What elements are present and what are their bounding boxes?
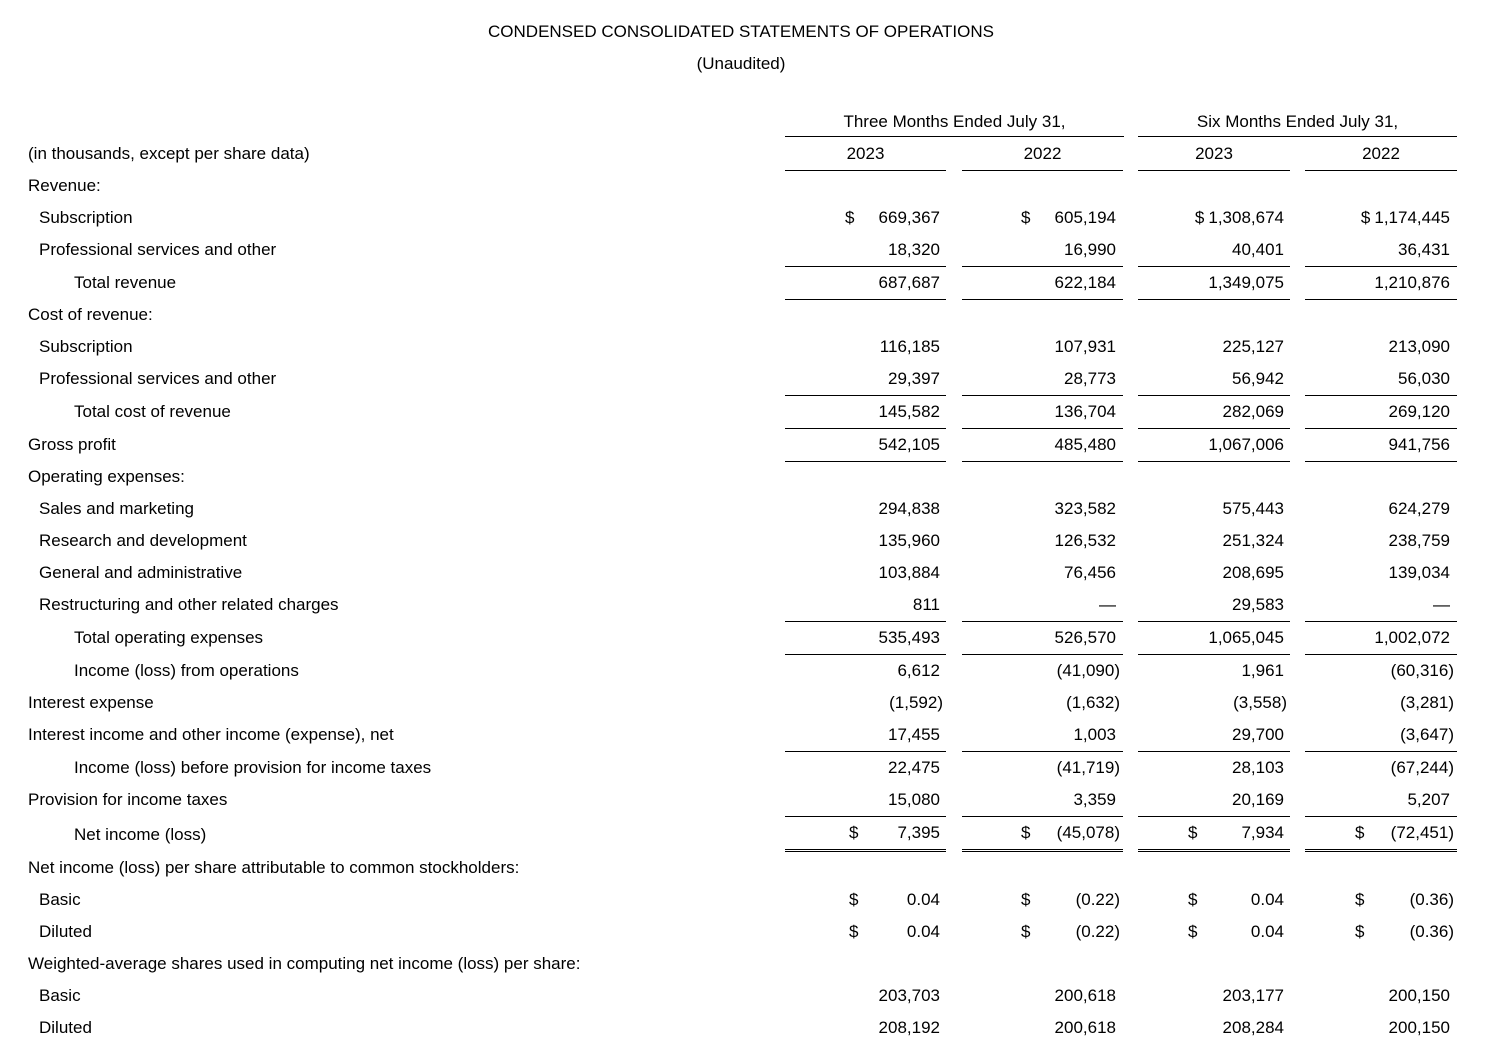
value-cell: 18,320 [785, 234, 946, 267]
value-cell: 200,618 [1054, 986, 1116, 1005]
value-cell: 56,030 [1305, 363, 1457, 396]
row-label: Basic [39, 890, 81, 909]
section-header-eps: Net income (loss) per share attributable to common stockholders: [28, 858, 520, 877]
row-label: Total cost of revenue [74, 402, 231, 421]
value-cell: 811 [785, 589, 946, 622]
value-cell: 56,942 [1138, 363, 1290, 396]
value-cell: 251,324 [1222, 531, 1284, 550]
value-cell: 126,532 [1054, 531, 1116, 550]
row-label: Total operating expenses [74, 628, 264, 647]
value-cell: 40,401 [1138, 234, 1290, 267]
value-cell: 103,884 [878, 563, 940, 582]
currency-symbol: $ [1021, 922, 1031, 941]
value-cell: 208,284 [1222, 1018, 1284, 1037]
value-cell: 6,612 [897, 661, 940, 680]
period-header-three-months: Three Months Ended July 31, [785, 110, 1124, 137]
table-row [0, 655, 1488, 687]
currency-symbol: $ [849, 890, 859, 909]
statement-title: CONDENSED CONSOLIDATED STATEMENTS OF OPERATIONS [488, 22, 994, 41]
row-label: Net income (loss) [74, 825, 207, 844]
row-label: Professional services and other [39, 240, 277, 259]
units-label: (in thousands, except per share data) [28, 144, 310, 163]
table-row [0, 363, 1488, 395]
value-cell: 200,618 [1054, 1018, 1116, 1037]
table-row [0, 396, 1488, 428]
value-cell: $ 0.04 [785, 916, 946, 948]
value-cell: 1,003 [962, 719, 1123, 752]
currency-symbol: $ [845, 208, 855, 227]
value-cell: $ (72,451) [1305, 817, 1457, 852]
currency-symbol: $ [1021, 823, 1031, 842]
value-cell: $ (0.36) [1305, 916, 1457, 948]
value-cell: 29,397 [785, 363, 946, 396]
statement-subtitle: (Unaudited) [696, 54, 786, 73]
year-header-h-2023: 2023 [1138, 138, 1290, 171]
table-row [0, 980, 1488, 1012]
currency-symbol: $ [1360, 208, 1371, 227]
section-header-row [0, 948, 1488, 980]
currency-symbol: $ [1188, 823, 1198, 842]
value-cell: — [1305, 589, 1457, 622]
row-label: Subscription [39, 208, 133, 227]
value-cell: 200,150 [1388, 1018, 1450, 1037]
value-cell: 203,177 [1222, 986, 1284, 1005]
value-cell: 17,455 [785, 719, 946, 752]
table-row [0, 622, 1488, 654]
column-header-row [0, 138, 1488, 170]
currency-symbol: $ [849, 823, 859, 842]
value-cell: 208,192 [878, 1018, 940, 1037]
row-label: General and administrative [39, 563, 243, 582]
table-row [0, 916, 1488, 948]
value-cell: $ 0.04 [1138, 884, 1290, 916]
table-row [0, 525, 1488, 557]
value-cell: $ 0.04 [1138, 916, 1290, 948]
row-label: Professional services and other [39, 369, 277, 388]
value-cell: 3,359 [962, 784, 1123, 817]
value-cell: 145,582 [785, 396, 946, 429]
value-cell: 139,034 [1388, 563, 1450, 582]
section-header-row [0, 852, 1488, 884]
value-cell: 622,184 [962, 267, 1123, 300]
row-label: Gross profit [28, 435, 116, 454]
section-header-operating-expenses: Operating expenses: [28, 467, 185, 486]
year-header-h-2022: 2022 [1305, 138, 1457, 171]
section-header-cost-of-revenue: Cost of revenue: [28, 305, 153, 324]
table-row [0, 493, 1488, 525]
table-row [0, 719, 1488, 751]
value-cell: $ 669,367 [785, 202, 946, 234]
table-row [0, 202, 1488, 234]
currency-symbol: $ [1355, 890, 1365, 909]
value-cell: 28,773 [962, 363, 1123, 396]
value-cell: 208,695 [1222, 563, 1284, 582]
value-cell: $ 605,194 [962, 202, 1123, 234]
value-cell: 542,105 [785, 429, 946, 462]
value-cell: (67,244) [1390, 758, 1454, 777]
table-row [0, 429, 1488, 461]
value-cell: 107,931 [1054, 337, 1116, 356]
table-row [0, 557, 1488, 589]
currency-symbol: $ [1355, 922, 1365, 941]
value-cell: $ (0.36) [1305, 884, 1457, 916]
value-cell: 15,080 [785, 784, 946, 817]
value-cell: $ (0.22) [962, 884, 1123, 916]
value-cell: 575,443 [1222, 499, 1284, 518]
row-label: Sales and marketing [39, 499, 194, 518]
value-cell: $ 1,308,674 [1194, 208, 1284, 227]
row-label: Subscription [39, 337, 133, 356]
value-cell: 687,687 [785, 267, 946, 300]
value-cell: 323,582 [1054, 499, 1116, 518]
value-cell: 624,279 [1388, 499, 1450, 518]
period-header-six-months: Six Months Ended July 31, [1138, 110, 1457, 137]
row-label: Interest income and other income (expense), net [28, 725, 394, 744]
value-cell: 29,583 [1138, 589, 1290, 622]
section-header-row [0, 299, 1488, 331]
value-cell: 5,207 [1305, 784, 1457, 817]
row-label: Diluted [39, 922, 92, 941]
table-row [0, 752, 1488, 784]
row-label: Provision for income taxes [28, 790, 228, 809]
value-cell: 36,431 [1305, 234, 1457, 267]
currency-symbol: $ [1194, 208, 1205, 227]
currency-symbol: $ [1188, 922, 1198, 941]
value-cell: 200,150 [1388, 986, 1450, 1005]
value-cell: (3,281) [1400, 693, 1454, 712]
row-label: Diluted [39, 1018, 92, 1037]
table-row [0, 267, 1488, 299]
table-row [0, 331, 1488, 363]
value-cell: 535,493 [785, 622, 946, 655]
value-cell: 282,069 [1138, 396, 1290, 429]
value-cell: 20,169 [1138, 784, 1290, 817]
value-cell: (1,592) [889, 693, 943, 712]
value-cell: 1,961 [1241, 661, 1284, 680]
value-cell: 1,067,006 [1138, 429, 1290, 462]
currency-symbol: $ [1021, 208, 1031, 227]
currency-symbol: $ [1188, 890, 1198, 909]
value-cell: (41,719) [1056, 758, 1120, 777]
value-cell: $ 7,395 [785, 817, 946, 852]
table-row [0, 784, 1488, 816]
value-cell: (60,316) [1390, 661, 1454, 680]
value-cell: 203,703 [878, 986, 940, 1005]
value-cell: 1,002,072 [1305, 622, 1457, 655]
value-cell: (3,647) [1305, 719, 1457, 752]
table-row [0, 884, 1488, 916]
row-label: Basic [39, 986, 81, 1005]
value-cell: 136,704 [962, 396, 1123, 429]
value-cell: $ 7,934 [1138, 817, 1290, 852]
value-cell: 526,570 [962, 622, 1123, 655]
currency-symbol: $ [1021, 890, 1031, 909]
value-cell: (41,090) [1056, 661, 1120, 680]
table-row [0, 589, 1488, 621]
row-label: Income (loss) before provision for income taxes [74, 758, 432, 777]
currency-symbol: $ [1355, 823, 1365, 842]
value-cell: 269,120 [1305, 396, 1457, 429]
value-cell: $ (45,078) [962, 817, 1123, 852]
table-row [0, 1012, 1488, 1044]
row-label: Total revenue [74, 273, 177, 292]
value-cell: 294,838 [878, 499, 940, 518]
value-cell: 238,759 [1388, 531, 1450, 550]
table-row [0, 234, 1488, 266]
value-cell: (1,632) [1066, 693, 1120, 712]
value-cell: 213,090 [1388, 337, 1450, 356]
row-label: Interest expense [28, 693, 154, 712]
section-header-revenue: Revenue: [28, 176, 101, 195]
year-header-q-2022: 2022 [962, 138, 1123, 171]
section-header-weighted-shares: Weighted-average shares used in computing net income (loss) per share: [28, 954, 581, 973]
value-cell: 76,456 [1064, 563, 1116, 582]
value-cell: 485,480 [962, 429, 1123, 462]
value-cell: — [962, 589, 1123, 622]
table-row [0, 687, 1488, 719]
value-cell: 22,475 [888, 758, 940, 777]
value-cell: 1,210,876 [1305, 267, 1457, 300]
value-cell: 16,990 [962, 234, 1123, 267]
value-cell: $ 0.04 [785, 884, 946, 916]
year-header-q-2023: 2023 [785, 138, 946, 171]
value-cell: $ (0.22) [962, 916, 1123, 948]
section-header-row [0, 170, 1488, 202]
currency-symbol: $ [849, 922, 859, 941]
value-cell: (3,558) [1233, 693, 1287, 712]
value-cell: 135,960 [878, 531, 940, 550]
value-cell: 941,756 [1305, 429, 1457, 462]
row-label: Income (loss) from operations [74, 661, 299, 680]
value-cell: 225,127 [1222, 337, 1284, 356]
value-cell: 1,349,075 [1138, 267, 1290, 300]
value-cell: 29,700 [1138, 719, 1290, 752]
value-cell: 28,103 [1232, 758, 1284, 777]
value-cell: 1,065,045 [1138, 622, 1290, 655]
row-label: Research and development [39, 531, 247, 550]
row-label: Restructuring and other related charges [39, 595, 339, 614]
value-cell: 116,185 [879, 337, 940, 356]
value-cell: $ 1,174,445 [1360, 208, 1450, 227]
table-row [0, 817, 1488, 849]
section-header-row [0, 461, 1488, 493]
